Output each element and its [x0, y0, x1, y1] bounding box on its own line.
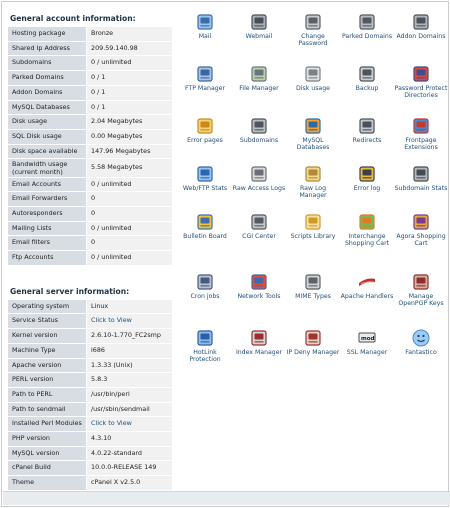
backup-label[interactable]: Backup: [355, 85, 379, 92]
addon-domains-label[interactable]: Addon Domains: [396, 33, 446, 40]
account-info-value: 0 / unlimited: [86, 222, 172, 237]
cron-jobs-icon: [196, 273, 214, 291]
account-info-row-mailing-lists: [8, 222, 172, 237]
manage-openpgp-keys-label[interactable]: Manage OpenPGP Keys: [398, 293, 444, 308]
server-info-label: Theme: [8, 476, 86, 491]
server-info-label: Operating system: [8, 300, 86, 315]
redirects-button[interactable]: [340, 114, 394, 144]
mail-label[interactable]: Mail: [198, 33, 212, 40]
subdomain-stats-icon: [412, 165, 430, 183]
web-ftp-stats-button[interactable]: [178, 162, 232, 192]
hotlink-protection-icon-graphic: [196, 329, 214, 347]
disk-usage-button[interactable]: [286, 62, 340, 92]
account-info-label: Email filters: [8, 236, 86, 251]
account-info-label: SQL Disk usage: [8, 130, 86, 145]
addon-domains-button[interactable]: [394, 10, 448, 40]
subdomains-icon: [250, 117, 268, 135]
server-info-row-operating-system: [8, 300, 172, 315]
parked-domains-label[interactable]: Parked Domains: [341, 33, 393, 40]
server-info-label: Service Status: [8, 314, 86, 329]
account-info-value: 147.96 Megabytes: [86, 145, 172, 160]
server-info-value: 4.3.10: [86, 432, 172, 447]
account-info-label: Shared Ip Address: [8, 42, 86, 57]
apache-handlers-icon-graphic: [358, 273, 376, 291]
ssl-manager-icon-graphic: [358, 329, 376, 347]
server-info-row-kernel-version: [8, 329, 172, 344]
index-manager-icon: [250, 329, 268, 347]
addon-domains-icon-graphic: [412, 13, 430, 31]
bulletin-board-icon: [196, 213, 214, 231]
server-info-value: /usr/bin/perl: [86, 388, 172, 403]
frontpage-extensions-label[interactable]: Frontpage Extensions: [404, 137, 438, 152]
server-info-label: Machine Type: [8, 344, 86, 359]
interchange-shopping-cart-label[interactable]: Interchange Shopping Cart: [344, 233, 390, 248]
frontpage-extensions-button[interactable]: [394, 114, 448, 152]
account-info-label: Mailing Lists: [8, 222, 86, 237]
account-info-row-addon-domains: [8, 86, 172, 101]
fantastico-icon-graphic: [412, 329, 430, 347]
server-info-label: MySQL version: [8, 447, 86, 462]
account-info-row-email-forwarders: [8, 192, 172, 207]
webmail-label[interactable]: Webmail: [245, 33, 273, 40]
account-info-value: 2.04 Megabytes: [86, 115, 172, 130]
server-info-value: Linux: [86, 300, 172, 315]
account-info-label: Parked Domains: [8, 71, 86, 86]
ftp-manager-icon: [196, 65, 214, 83]
file-manager-icon-graphic: [250, 65, 268, 83]
account-info-row-hosting-package: [8, 27, 172, 42]
server-info-label: Path to sendmail: [8, 403, 86, 418]
ftp-manager-icon-graphic: [196, 65, 214, 83]
cron-jobs-label[interactable]: Cron jobs: [190, 293, 220, 300]
raw-log-manager-button[interactable]: [286, 162, 340, 200]
account-info-value: 0 / 1: [86, 71, 172, 86]
mail-icon-graphic: [196, 13, 214, 31]
network-tools-label[interactable]: Network Tools: [237, 293, 281, 300]
password-protect-directories-label[interactable]: Password Protect Directories: [394, 85, 448, 100]
mysql-icon: [304, 117, 322, 135]
raw-access-logs-button[interactable]: [232, 162, 286, 192]
cron-jobs-button[interactable]: [178, 270, 232, 300]
index-manager-icon-graphic: [250, 329, 268, 347]
error-log-icon: [358, 165, 376, 183]
ssl-manager-icon: [358, 329, 376, 347]
click-to-view-link[interactable]: Click to View: [86, 417, 172, 432]
fantastico-label[interactable]: Fantastico: [405, 349, 437, 356]
account-info-label: Ftp Accounts: [8, 251, 86, 266]
server-info-label: PHP version: [8, 432, 86, 447]
account-info-label: Disk usage: [8, 115, 86, 130]
error-log-label[interactable]: Error log: [353, 185, 381, 192]
raw-log-manager-label[interactable]: Raw Log Manager: [299, 185, 327, 200]
index-manager-button[interactable]: [232, 326, 286, 356]
server-info-value: 4.0.22-standard: [86, 447, 172, 462]
scripts-library-button[interactable]: [286, 210, 340, 240]
addon-domains-icon: [412, 13, 430, 31]
account-info-row-disk-usage: [8, 115, 172, 130]
server-info-label: Path to PERL: [8, 388, 86, 403]
account-info-label: Email Accounts: [8, 178, 86, 193]
file-manager-label[interactable]: File Manager: [239, 85, 279, 92]
click-to-view-link[interactable]: Click to View: [86, 314, 172, 329]
account-info-title: General account information:: [10, 14, 136, 23]
mime-types-icon-graphic: [304, 273, 322, 291]
account-info-label: Email Forwarders: [8, 192, 86, 207]
backup-icon: [358, 65, 376, 83]
account-info-value: 0 / unlimited: [86, 178, 172, 193]
interchange-cart-icon-graphic: [358, 213, 376, 231]
ftp-manager-button[interactable]: [178, 62, 232, 92]
subdomain-stats-label[interactable]: Subdomain Stats: [394, 185, 448, 192]
change-password-button[interactable]: [286, 10, 340, 48]
parked-domains-icon: [358, 13, 376, 31]
account-info-value: 0 / unlimited: [86, 251, 172, 266]
hotlink-protection-icon: [196, 329, 214, 347]
web-ftp-stats-label[interactable]: Web/FTP Stats: [182, 185, 228, 192]
network-tools-button[interactable]: [232, 270, 286, 300]
mysql-databases-button[interactable]: [286, 114, 340, 152]
server-info-value: 2.6.10-1.770_FC2smp: [86, 329, 172, 344]
bulletin-board-button[interactable]: [178, 210, 232, 240]
bulletin-board-icon-graphic: [196, 213, 214, 231]
password-protect-directories-button[interactable]: [394, 62, 448, 100]
server-info-row-installed-perl-modules: [8, 417, 172, 432]
server-info-row-path-to-sendmail: [8, 403, 172, 418]
server-info-value: /usr/sbin/sendmail: [86, 403, 172, 418]
server-info-label: PERL version: [8, 373, 86, 388]
svg-text:mod: mod: [361, 336, 375, 342]
error-pages-button[interactable]: [178, 114, 232, 144]
cgi-center-button[interactable]: [232, 210, 286, 240]
disk-usage-icon: [304, 65, 322, 83]
subdomains-button[interactable]: [232, 114, 286, 144]
backup-button[interactable]: [340, 62, 394, 92]
server-info-row-php-version: [8, 432, 172, 447]
parked-domains-button[interactable]: [340, 10, 394, 40]
server-info-label: Apache version: [8, 359, 86, 374]
server-info-row-cpanel-build: [8, 461, 172, 476]
error-log-button[interactable]: [340, 162, 394, 192]
cgi-center-label[interactable]: CGI Center: [242, 233, 276, 240]
subdomain-stats-button[interactable]: [394, 162, 448, 192]
account-info-row-parked-domains: [8, 71, 172, 86]
webmail-button[interactable]: [232, 10, 286, 40]
account-info-row-autoresponders: [8, 207, 172, 222]
agora-cart-icon: [412, 213, 430, 231]
error-pages-icon: [196, 117, 214, 135]
parked-domains-icon-graphic: [358, 13, 376, 31]
password-protect-icon-graphic: [412, 65, 430, 83]
account-info-value: 0: [86, 192, 172, 207]
agora-shopping-cart-button[interactable]: [394, 210, 448, 248]
fantastico-icon: [412, 329, 430, 347]
server-info-value: 5.8.3: [86, 373, 172, 388]
change-password-label[interactable]: Change Password: [298, 33, 328, 48]
cron-jobs-icon-graphic: [196, 273, 214, 291]
manage-openpgp-keys-button[interactable]: [394, 270, 448, 308]
server-info-row-mysql-version: [8, 447, 172, 462]
server-info-label: Kernel version: [8, 329, 86, 344]
file-manager-icon: [250, 65, 268, 83]
ftp-manager-label[interactable]: FTP Manager: [184, 85, 226, 92]
server-info-table: [8, 300, 172, 506]
footer-bar: [3, 491, 450, 505]
subdomains-icon-graphic: [250, 117, 268, 135]
server-info-row-path-to-perl: [8, 388, 172, 403]
server-info-row-perl-version: [8, 373, 172, 388]
disk-usage-icon-graphic: [304, 65, 322, 83]
ip-deny-manager-icon: [304, 329, 322, 347]
index-manager-label[interactable]: Index Manager: [235, 349, 283, 356]
cpanel-frame: [1, 1, 449, 507]
redirects-icon-graphic: [358, 117, 376, 135]
mysql-icon-graphic: [304, 117, 322, 135]
raw-access-logs-icon: [250, 165, 268, 183]
account-info-value: 0 / unlimited: [86, 56, 172, 71]
interchange-shopping-cart-button[interactable]: [340, 210, 394, 248]
agora-shopping-cart-label[interactable]: Agora Shopping Cart: [396, 233, 446, 248]
network-tools-icon-graphic: [250, 273, 268, 291]
account-info-value: 0.00 Megabytes: [86, 130, 172, 145]
file-manager-button[interactable]: [232, 62, 286, 92]
redirects-icon: [358, 117, 376, 135]
network-tools-icon: [250, 273, 268, 291]
mail-button[interactable]: [178, 10, 232, 40]
account-info-label: Bandwidth usage (current month): [8, 159, 86, 177]
raw-access-logs-icon-graphic: [250, 165, 268, 183]
fantastico-button[interactable]: [394, 326, 448, 356]
backup-icon-graphic: [358, 65, 376, 83]
stats-icon-graphic: [196, 165, 214, 183]
mime-types-button[interactable]: [286, 270, 340, 300]
password-protect-icon: [412, 65, 430, 83]
subdomain-stats-icon-graphic: [412, 165, 430, 183]
webmail-icon-graphic: [250, 13, 268, 31]
error-pages-label[interactable]: Error pages: [187, 137, 223, 144]
account-info-label: Hosting package: [8, 27, 86, 42]
scripts-library-icon: [304, 213, 322, 231]
server-info-row-machine-type: [8, 344, 172, 359]
ip-deny-manager-button[interactable]: [286, 326, 340, 356]
interchange-cart-icon: [358, 213, 376, 231]
ip-deny-manager-icon-graphic: [304, 329, 322, 347]
subdomains-label[interactable]: Subdomains: [239, 137, 279, 144]
disk-usage-label[interactable]: Disk usage: [296, 85, 330, 92]
agora-cart-icon-graphic: [412, 213, 430, 231]
scripts-library-label[interactable]: Scripts Library: [290, 233, 336, 240]
frontpage-icon-graphic: [412, 117, 430, 135]
openpgp-keys-icon: [412, 273, 430, 291]
account-info-value: 0 / 1: [86, 101, 172, 116]
account-info-row-email-filters: [8, 236, 172, 251]
server-info-label: cPanel Build: [8, 461, 86, 476]
account-info-row-subdomains: [8, 56, 172, 71]
raw-access-logs-label[interactable]: Raw Access Logs: [232, 185, 286, 192]
redirects-label[interactable]: Redirects: [352, 137, 382, 144]
frontpage-icon: [412, 117, 430, 135]
account-info-row-email-accounts: [8, 178, 172, 193]
apache-handlers-label[interactable]: Apache Handlers: [340, 293, 394, 300]
account-info-value: 209.59.140.98: [86, 42, 172, 57]
server-info-label: Installed Perl Modules: [8, 417, 86, 432]
hotlink-protection-label[interactable]: HotLink Protection: [189, 349, 221, 364]
ssl-manager-button[interactable]: [340, 326, 394, 356]
account-info-value: 0: [86, 207, 172, 222]
account-info-label: Subdomains: [8, 56, 86, 71]
server-info-row-apache-version: [8, 359, 172, 374]
stats-icon: [196, 165, 214, 183]
account-info-row-shared-ip-address: [8, 42, 172, 57]
account-info-row-ftp-accounts: [8, 251, 172, 266]
change-password-icon-graphic: [304, 13, 322, 31]
raw-log-manager-icon-graphic: [304, 165, 322, 183]
account-info-label: Addon Domains: [8, 86, 86, 101]
change-password-icon: [304, 13, 322, 31]
webmail-icon: [250, 13, 268, 31]
openpgp-keys-icon-graphic: [412, 273, 430, 291]
server-info-value: i686: [86, 344, 172, 359]
apache-handlers-button[interactable]: [340, 270, 394, 300]
scripts-library-icon-graphic: [304, 213, 322, 231]
account-info-row-mysql-databases: [8, 101, 172, 116]
ip-deny-manager-label[interactable]: IP Deny Manager: [286, 349, 340, 356]
hotlink-protection-button[interactable]: [178, 326, 232, 364]
server-info-value: 1.3.33 (Unix): [86, 359, 172, 374]
mime-types-label[interactable]: MIME Types: [295, 293, 331, 300]
account-info-table: [8, 27, 172, 266]
apache-handlers-icon: [358, 273, 376, 291]
left-panel: [8, 10, 173, 506]
account-info-value: 5.58 Megabytes: [86, 159, 172, 177]
bulletin-board-label[interactable]: Bulletin Board: [183, 233, 227, 240]
mime-types-icon: [304, 273, 322, 291]
server-info-row-theme: [8, 476, 172, 491]
server-info-title: General server information:: [10, 286, 130, 296]
server-info-value: 10.0.0-RELEASE 149: [86, 461, 172, 476]
account-info-row-bandwidth-usage-current-month: [8, 159, 172, 177]
mail-icon: [196, 13, 214, 31]
account-info-value: 0: [86, 236, 172, 251]
account-info-value: Bronze: [86, 27, 172, 42]
error-pages-icon-graphic: [196, 117, 214, 135]
account-info-label: Autoresponders: [8, 207, 86, 222]
cgi-center-icon-graphic: [250, 213, 268, 231]
ssl-manager-label[interactable]: SSL Manager: [346, 349, 388, 356]
account-info-row-disk-space-available: [8, 145, 172, 160]
account-info-label: Disk space available: [8, 145, 86, 160]
raw-log-manager-icon: [304, 165, 322, 183]
account-info-row-sql-disk-usage: [8, 130, 172, 145]
error-log-icon-graphic: [358, 165, 376, 183]
server-info-value: cPanel X v2.5.0: [86, 476, 172, 491]
account-info-value: 0 / 1: [86, 86, 172, 101]
mysql-databases-label[interactable]: MySQL Databases: [296, 137, 330, 152]
cgi-center-icon: [250, 213, 268, 231]
server-info-row-service-status: [8, 314, 172, 329]
account-info-label: MySQL Databases: [8, 101, 86, 116]
